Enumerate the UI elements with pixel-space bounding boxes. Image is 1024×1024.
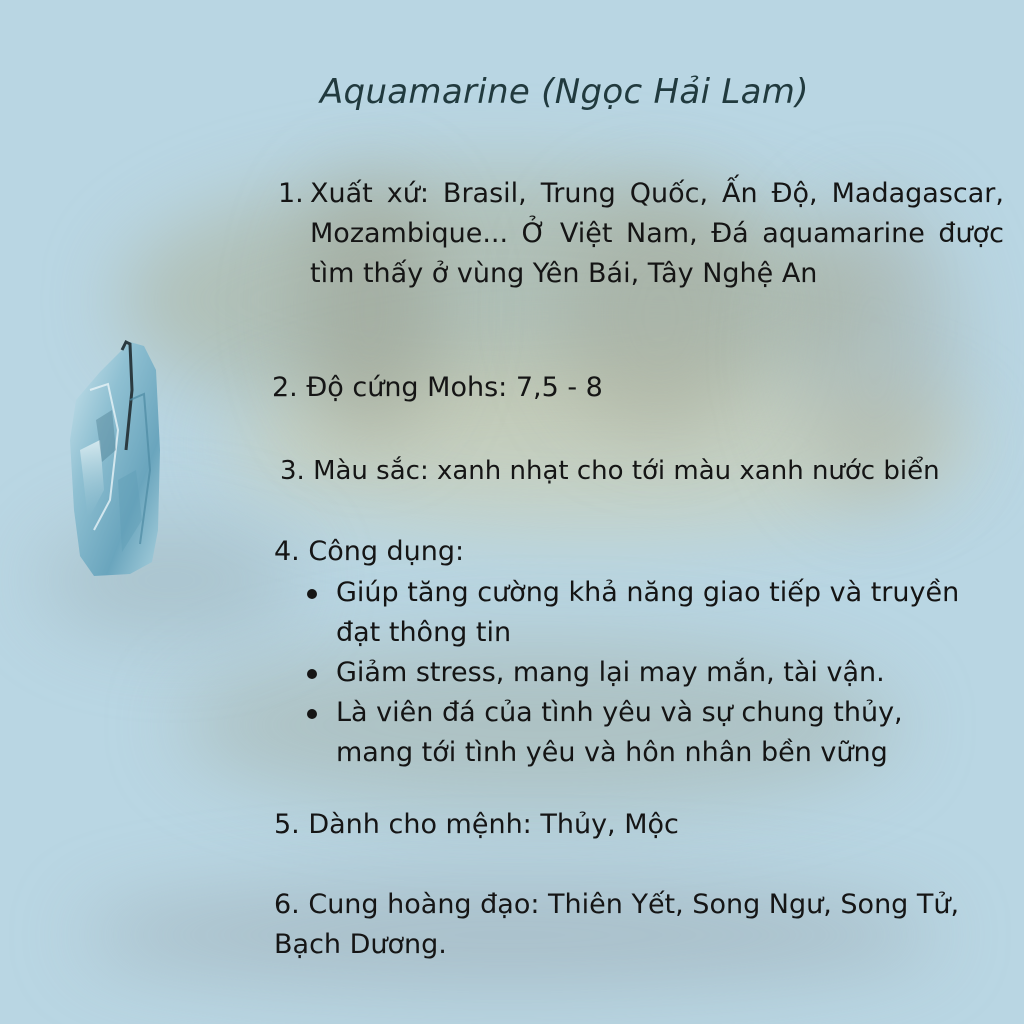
list-item-text: Là viên đá của tình yêu và sự chung thủy, mang tới tình yêu và hôn nhân bền vững	[336, 697, 903, 768]
uses-heading: 4. Công dụng:	[274, 536, 465, 567]
item-number: 1.	[278, 178, 304, 209]
origin-text: Xuất xứ: Brasil, Trung Quốc, Ấn Độ, Madagascar, Mozambique... Ở Việt Nam, Đá aquamarine được tìm thấy ở vùng Yên Bái, Tây Nghệ An	[310, 178, 1004, 289]
page-title: Aquamarine (Ngọc Hải Lam)	[320, 72, 809, 112]
zodiac-item: 6. Cung hoàng đạo: Thiên Yết, Song Ngư, Song Tử, Bạch Dương.	[274, 889, 960, 960]
bullet-icon	[307, 709, 317, 719]
bullet-icon	[307, 669, 317, 679]
uses-list	[303, 573, 983, 773]
origin-item	[278, 174, 1004, 294]
list-item-text: Giúp tăng cường khả năng giao tiếp và truyền đạt thông tin	[336, 577, 960, 648]
element-item: 5. Dành cho mệnh: Thủy, Mộc	[274, 809, 679, 840]
color-item: 3. Màu sắc: xanh nhạt cho tới màu xanh nước biển	[280, 456, 940, 486]
aquamarine-crystal-image	[60, 330, 170, 580]
list-item	[303, 693, 983, 773]
hardness-item: 2. Độ cứng Mohs: 7,5 - 8	[272, 372, 603, 403]
list-item	[303, 573, 983, 653]
list-item-text: Giảm stress, mang lại may mắn, tài vận.	[336, 657, 885, 688]
list-item	[303, 653, 983, 693]
bullet-icon	[307, 589, 317, 599]
